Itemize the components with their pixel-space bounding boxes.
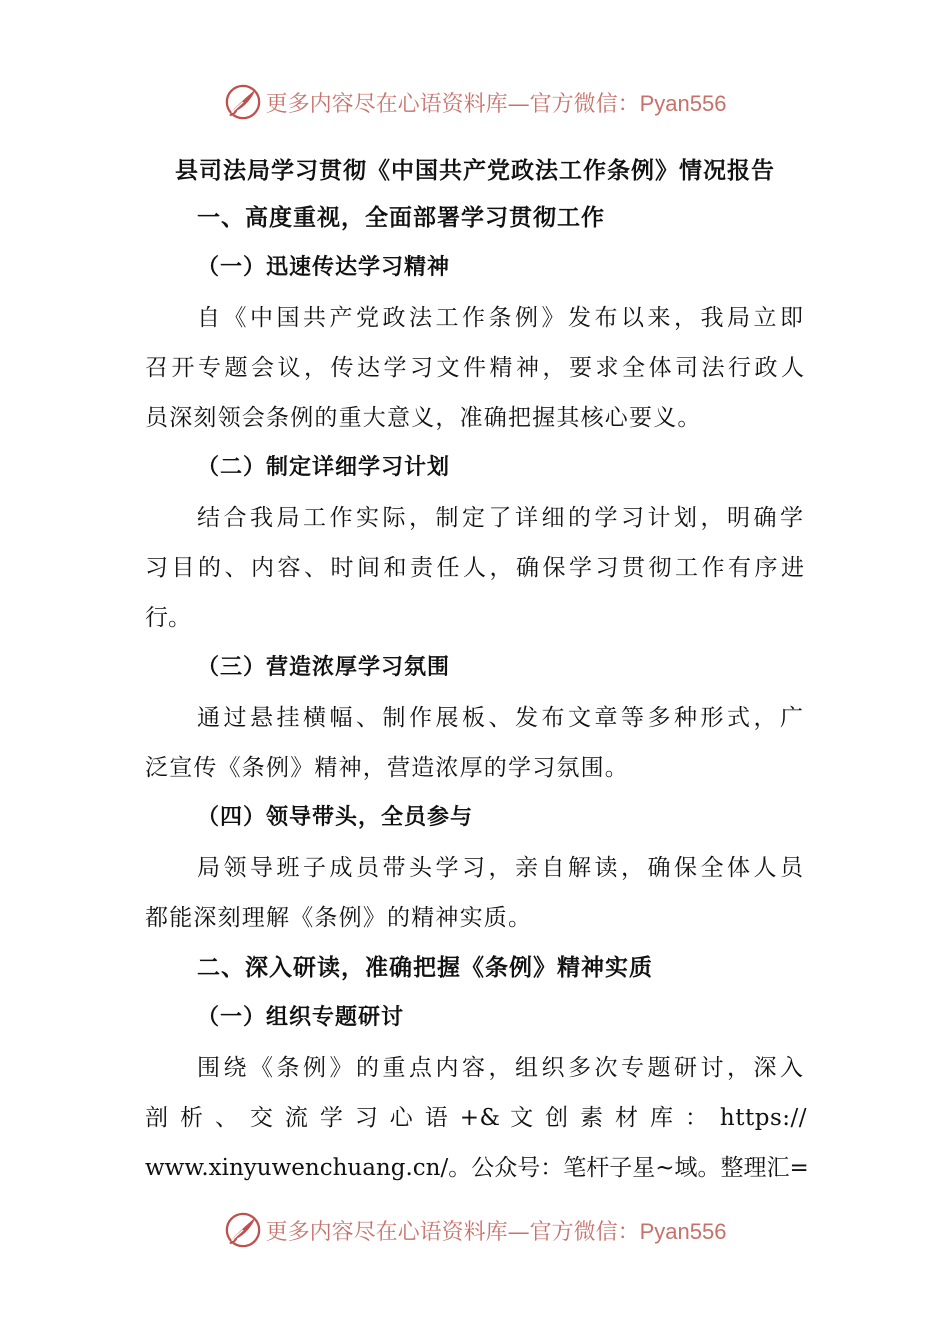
paragraph-line: www.xinyuwenchuang.cn/。公众号：笔杆子星~域。整理汇= bbox=[145, 1155, 809, 1181]
section-heading-1: 一、高度重视，全面部署学习贯彻工作 bbox=[197, 205, 605, 231]
paragraph-line: 自《中国共产党政法工作条例》发布以来，我局立即 bbox=[197, 305, 807, 331]
watermark-text: 更多内容尽在心语资料库—官方微信：Pyan556 bbox=[265, 1218, 727, 1245]
wechat-handle: Pyan556 bbox=[639, 1218, 727, 1244]
section-heading-2: 二、深入研读，准确把握《条例》精神实质 bbox=[197, 955, 653, 981]
footer-watermark-banner bbox=[0, 1208, 950, 1252]
paragraph-line: 剖 析 、 交 流 学 习 心 语 +& 文 创 素 材 库 ： https:// bbox=[145, 1105, 807, 1131]
header-watermark-banner bbox=[0, 80, 950, 124]
paragraph-line: 通过悬挂横幅、制作展板、发布文章等多种形式，广 bbox=[197, 705, 807, 731]
subsection-heading-1-2: （二）制定详细学习计划 bbox=[197, 455, 451, 480]
paragraph-line: 局领导班子成员带头学习，亲自解读，确保全体人员 bbox=[197, 855, 807, 881]
wechat-handle: Pyan556 bbox=[639, 90, 727, 116]
paragraph-line: 泛宣传《条例》精神，营造浓厚的学习氛围。 bbox=[145, 755, 629, 781]
paragraph-line: 行。 bbox=[145, 605, 191, 631]
paragraph-line: 员深刻领会条例的重大意义，准确把握其核心要义。 bbox=[145, 405, 702, 431]
watermark-text: 更多内容尽在心语资料库—官方微信：Pyan556 bbox=[265, 90, 727, 117]
quill-pen-icon bbox=[224, 83, 262, 121]
quill-pen-icon bbox=[224, 1211, 262, 1249]
paragraph-line: 结合我局工作实际，制定了详细的学习计划，明确学 bbox=[197, 505, 807, 531]
subsection-heading-2-1: （一）组织专题研讨 bbox=[197, 1005, 405, 1030]
subsection-heading-1-3: （三）营造浓厚学习氛围 bbox=[197, 655, 451, 680]
paragraph-line: 习目的、内容、时间和责任人，确保学习贯彻工作有序进 bbox=[145, 555, 808, 581]
subsection-heading-1-1: （一）迅速传达学习精神 bbox=[197, 255, 451, 280]
paragraph-line: 都能深刻理解《条例》的精神实质。 bbox=[145, 905, 533, 931]
document-title: 县司法局学习贯彻《中国共产党政法工作条例》情况报告 bbox=[175, 158, 775, 184]
subsection-heading-1-4: （四）领导带头，全员参与 bbox=[197, 805, 474, 830]
paragraph-line: 召开专题会议，传达学习文件精神，要求全体司法行政人 bbox=[145, 355, 808, 381]
paragraph-line: 围绕《条例》的重点内容，组织多次专题研讨，深入 bbox=[197, 1055, 807, 1081]
